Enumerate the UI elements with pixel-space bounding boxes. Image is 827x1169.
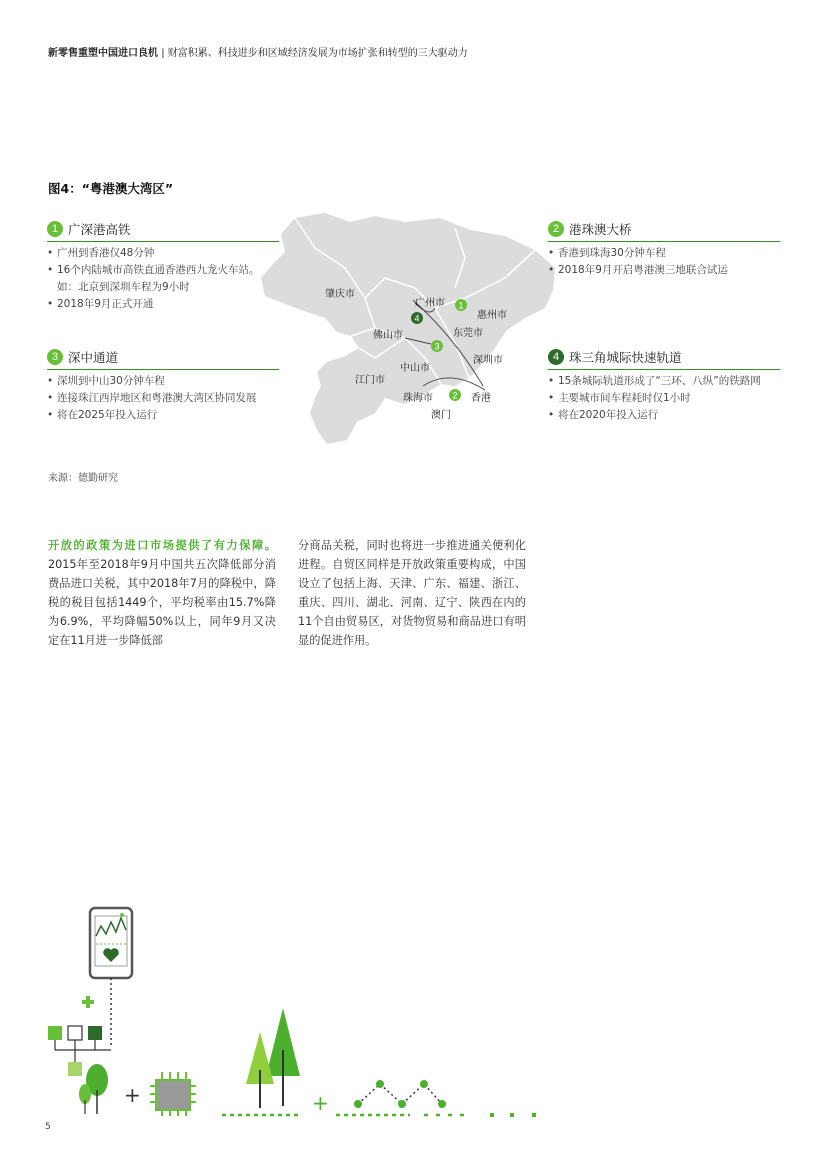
header-title: 新零售重塑中国进口良机 (48, 48, 158, 59)
number-badge-2: 2 (548, 221, 564, 237)
list-item: • 2018年9月开启粤港澳三地联合试运 (548, 262, 780, 279)
list-item: • 连接珠江西岸地区和粤港澳大湾区协同发展 (47, 390, 279, 407)
feature-list (47, 245, 279, 313)
feature-head (47, 348, 279, 370)
city-guangzhou: 广州市 (415, 298, 445, 309)
plus-sign-1: + (124, 1083, 141, 1107)
figure-source: 来源：德勤研究 (48, 473, 118, 484)
marker-2-label: 2 (452, 390, 458, 401)
city-zhongshan: 中山市 (400, 363, 430, 374)
body-column-2 (298, 536, 526, 650)
list-item: • 深圳到中山30分钟车程 (47, 373, 279, 390)
feature-list (548, 245, 780, 279)
list-item: • 将在2020年投入运行 (548, 407, 780, 424)
list-item-continued: 如：北京到深圳车程为9小时 (57, 281, 190, 293)
feature-list (47, 373, 279, 424)
feature-head (548, 348, 780, 370)
illustration-graphic (40, 900, 560, 1120)
bottom-illustration (40, 900, 560, 1120)
plus-sign-2: + (312, 1091, 329, 1115)
city-zhaoqing: 肇庆市 (325, 289, 355, 300)
feature-head (47, 220, 279, 242)
feature-rail-gsh (47, 220, 279, 313)
city-dongguan: 东莞市 (453, 328, 483, 339)
feature-title: 珠三角城际快速轨道 (569, 350, 682, 365)
marker-1-label: 1 (458, 300, 464, 311)
feature-hzm-bridge (548, 220, 780, 279)
ground-line (222, 1113, 536, 1117)
bay-area-map (255, 208, 585, 448)
number-badge-4: 4 (548, 349, 564, 365)
body-text-2: 分商品关税，同时也将进一步推进通关便利化进程。自贸区同样是开放政策重要构成，中国设立了包括上海、天津、广东、福建、浙江、重庆、四川、湖北、河南、辽宁、陕西在内的11个自由贸易区，对货物贸易和商品进口有明显的促进作用。 (298, 539, 526, 647)
list-item: • 15条城际轨道形成了“三环、八纵”的铁路网 (548, 373, 780, 390)
city-foshan: 佛山市 (373, 330, 403, 341)
number-badge-3: 3 (47, 349, 63, 365)
marker-3-label: 3 (434, 341, 440, 352)
list-item: • 16个内陆城市高铁直通香港西九龙火车站。 如：北京到深圳车程为9小时 (47, 262, 279, 296)
network-line-icon (354, 1080, 446, 1108)
phone-icon (90, 908, 132, 978)
marker-4-label: 4 (414, 313, 420, 324)
list-item: • 将在2025年投入运行 (47, 407, 279, 424)
page-number: 5 (45, 1122, 51, 1132)
feature-shenzhong-link (47, 348, 279, 424)
number-badge-1: 1 (47, 221, 63, 237)
body-column-1 (48, 536, 276, 650)
figure-title: 图4：“粤港澳大湾区” (48, 181, 174, 196)
city-huizhou: 惠州市 (477, 310, 507, 321)
list-item: • 香港到珠海30分钟车程 (548, 245, 780, 262)
header-separator: | (161, 48, 165, 59)
city-jiangmen: 江门市 (355, 375, 385, 386)
running-header (48, 44, 468, 59)
feature-title: 广深港高铁 (68, 222, 131, 237)
city-zhuhai: 珠海市 (403, 393, 433, 404)
list-item: • 2018年9月正式开通 (47, 296, 279, 313)
list-item: • 主要城市间车程耗时仅1小时 (548, 390, 780, 407)
city-shenzhen: 深圳市 (473, 355, 503, 366)
tree-icon (79, 1064, 108, 1114)
feature-list (548, 373, 780, 424)
plus-cross-icon (82, 996, 94, 1008)
map-graphic (255, 208, 585, 448)
list-item: • 广州到香港仅48分钟 (47, 245, 279, 262)
city-macau: 澳门 (431, 410, 451, 421)
body-text-1: 2015年至2018年9月中国共五次降低部分消费品进口关税，其中2018年7月的降税中，降税的税目包括1449个，平均税率由15.7%降为6.9%，平均降幅50%以上，同年9月又决定在11月进一步降低部 (48, 558, 276, 647)
city-hongkong: 香港 (471, 393, 491, 404)
header-subtitle: 财富积累、科技进步和区域经济发展为市场扩张和转型的三大驱动力 (167, 48, 468, 59)
feature-title: 港珠澳大桥 (569, 222, 632, 237)
chip-icon (150, 1072, 196, 1116)
feature-intercity-rail (548, 348, 780, 424)
forest-icon (246, 1008, 300, 1108)
body-lead: 开放的政策为进口市场提供了有力保障。 (48, 539, 276, 552)
feature-title: 深中通道 (68, 350, 119, 365)
landmass (261, 213, 555, 444)
feature-head (548, 220, 780, 242)
